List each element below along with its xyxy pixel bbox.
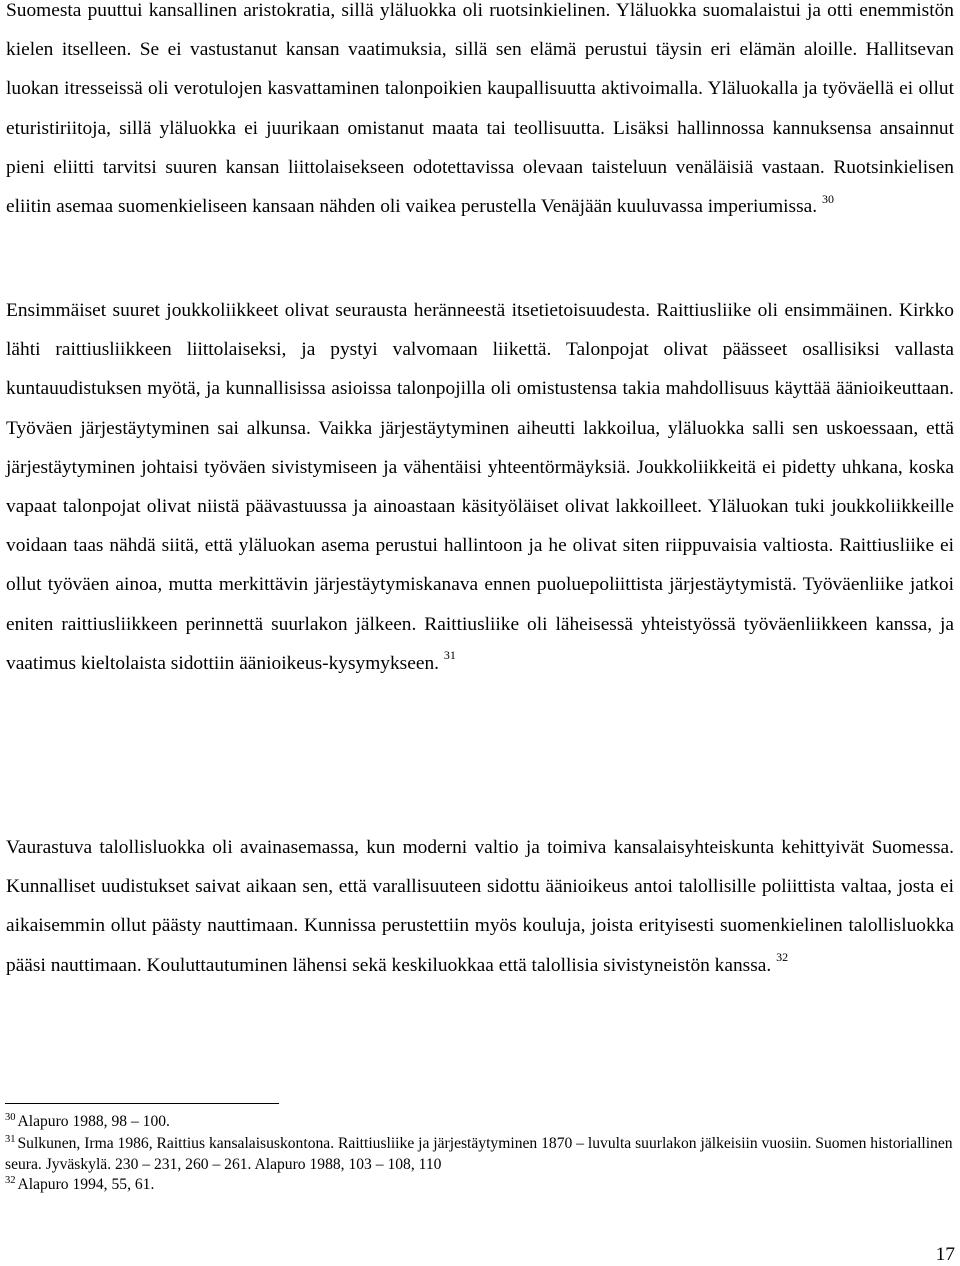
- paragraph-text: Ensimmäiset suuret joukkoliikkeet olivat seurausta heränneestä itsetietoisuudesta. Raittiusliike oli ensimmäinen. Kirkko lähti raittiusliikkeen liittolaiseksi, ja pystyi valvomaan liikettä. Talonpojat olivat päässeet osallisiksi vallasta kuntauudistuksen myötä, ja kunnallisissa asioissa talonpojilla oli omistustensa takia mahdollisuus käyttää äänioikeuttaan. Työväen järjestäytyminen sai alkunsa. Vaikka järjestäytyminen aiheutti lakkoilua, yläluokka salli sen uskoessaan, että järjestäytyminen johtaisi työväen sivistymiseen ja vähentäisi yhteentörmäyksiä. Joukkoliikkeitä ei pidetty uhkana, koska vapaat talonpojat olivat niistä päävastuussa ja ainoastaan käsityöläiset olivat lakkoilleet. Yläluokan tuki joukkoliikkeille voidaan taas nähdä siitä, että yläluokan asema perustui hallintoon ja he olivat siten riippuvaisia valtiosta. Raittiusliike ei ollut työväen ainoa, mutta merkittävin järjestäytymiskanava ennen puoluepoliittista järjestäytymistä. Työväenliike jatkoi eniten raittiusliikkeen perinnettä suurlakon jälkeen. Raittiusliike oli läheisessä yhteistyössä työväenliikkeen kanssa, ja vaatimus kieltolaista sidottiin äänioikeus-kysymykseen.: [6, 300, 954, 674]
- footnote-ref-30[interactable]: 30: [821, 191, 834, 206]
- paragraph-text: Suomesta puuttui kansallinen aristokratia, sillä yläluokka oli ruotsinkielinen. Yläluokka suomalaistui ja otti enemmistön kielen itselleen. Se ei vastustanut kansan vaatimuksia, sillä sen elämä perustui täysin eri elämän aloille. Hallitsevan luokan itresseissä oli verotulojen kasvattaminen talonpoikien kaupallisuutta aktivoimalla. Yläluokalla ja työväellä ei ollut eturistiriitoja, sillä yläluokka ei juurikaan omistanut maata tai teollisuutta. Lisäksi hallinnossa kannuksensa ansainnut pieni eliitti tarvitsi suuren kansan liittolaisekseen odotettavissa olevaan taisteluun venäläisiä vastaan. Ruotsinkielisen eliitin asemaa suomenkieliseen kansaan nähden oli vaikea perustella Venäjään kuuluvassa imperiumissa.: [6, 0, 954, 218]
- paragraph-farmer-class: [6, 828, 954, 985]
- paragraph-aristocracy: [6, 0, 954, 226]
- footnote-text: Sulkunen, Irma 1986, Raittius kansalaisuskontona. Raittiusliike ja järjestäytyminen 1870 – luvulta suurlakon jälkeisiin vuosiin. Suomen historiallinen seura. Jyväskylä. 230 – 231, 260 – 261. Alapuro 1988, 103 – 108, 110: [5, 1134, 953, 1174]
- footnote-number: 32: [5, 1174, 16, 1186]
- footnote-31: [5, 1134, 955, 1175]
- footnote-ref-32[interactable]: 32: [776, 950, 789, 965]
- paragraph-mass-movements: [6, 291, 954, 683]
- footnote-30: [5, 1112, 955, 1134]
- footnote-text: Alapuro 1988, 98 – 100.: [17, 1113, 170, 1130]
- footnote-32: [5, 1175, 955, 1197]
- footnote-number: 30: [5, 1112, 16, 1123]
- footnote-text: Alapuro 1994, 55, 61.: [17, 1175, 155, 1193]
- footnote-ref-31[interactable]: 31: [443, 648, 456, 663]
- footnote-number: 31: [5, 1133, 16, 1145]
- footnotes: [5, 1112, 955, 1196]
- footnote-separator: [5, 1103, 279, 1104]
- page-number: 17: [935, 1244, 955, 1265]
- paragraph-text: Vaurastuva talollisluokka oli avainasemassa, kun moderni valtio ja toimiva kansalaisyhteiskunta kehittyivät Suomessa. Kunnalliset uudistukset saivat aikaan sen, että varallisuuteen sidottu äänioikeus antoi talollisille poliittista valtaa, josta ei aikaisemmin ollut päästy nauttimaan. Kunnissa perustettiin myös kouluja, joista erityisesti suomenkielinen talollisluokka pääsi nauttimaan. Kouluttautuminen lähensi sekä keskiluokkaa että talollisia sivistyneistön kanssa.: [6, 837, 954, 976]
